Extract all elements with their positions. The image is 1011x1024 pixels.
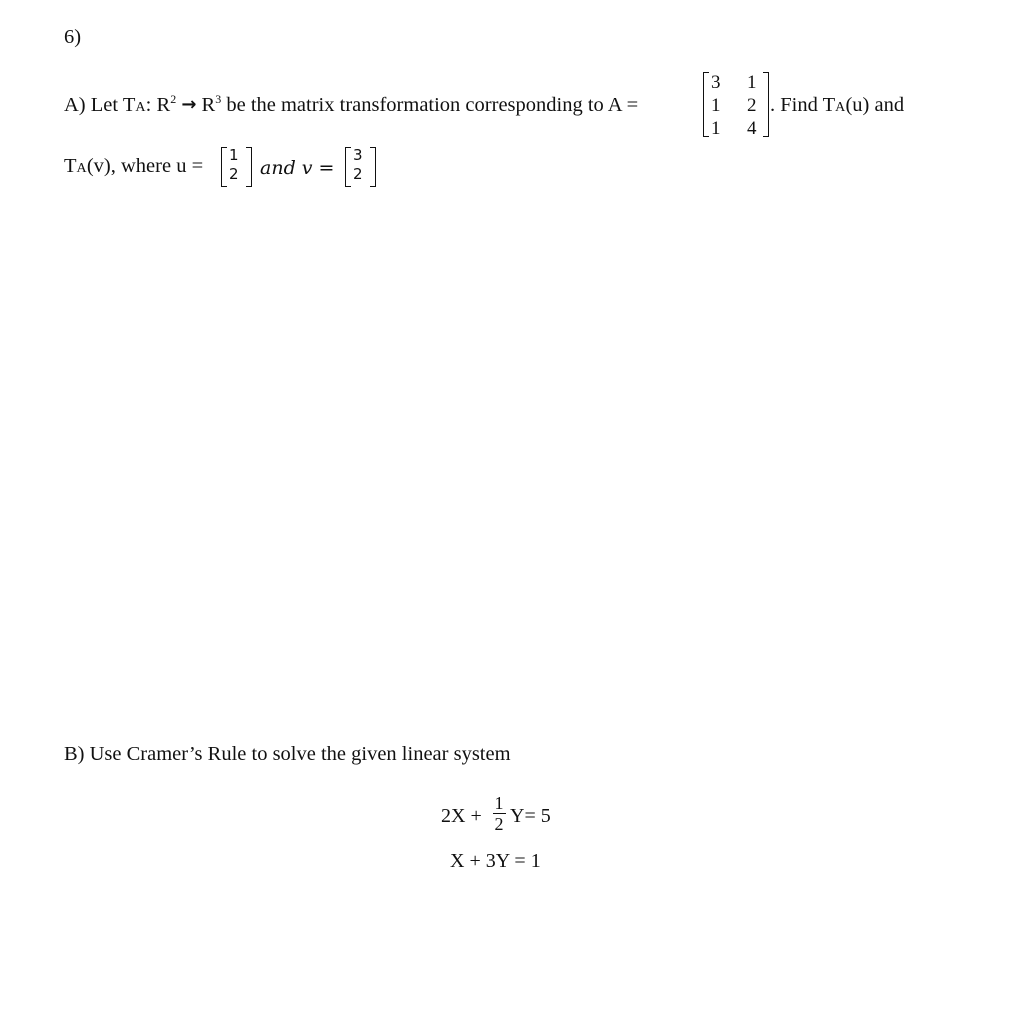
fraction-denominator: 2 [494,814,504,834]
domain-r: R [156,94,171,116]
codomain-exponent: 3 [215,92,222,106]
matrix-right-bracket [763,72,769,137]
fraction-numerator: 1 [494,793,504,813]
part-a-line1 [64,92,639,116]
u-vector-entry: 2 [229,165,239,183]
eq1-right: Y= 5 [510,805,551,827]
matrix-cell: 1 [747,72,757,93]
subscript-a: A [135,100,146,115]
part-b-text: Use Cramer’s Rule to solve the given linear system [89,743,511,765]
subscript-a: A [835,100,846,115]
v-vector-entry: 2 [353,165,363,183]
matrix-cell: 1 [711,118,721,139]
part-b-label: B) [64,743,85,765]
domain-exponent: 2 [170,92,177,106]
codomain-r: R [201,94,216,116]
line2-t: T [64,155,77,177]
and-v-text: and v = [260,157,335,179]
matrix-cell: 3 [711,72,721,93]
part-b-line [64,744,511,765]
text-where-u: (v), where u = [86,155,204,177]
v-right-bracket [370,147,376,187]
text-mid: be the matrix transformation corresponding to A = [226,94,639,116]
matrix-cell: 4 [747,118,757,139]
text-find: . Find T [770,94,836,116]
text-u: (u) and [845,94,905,116]
u-vector-entry: 1 [229,146,239,164]
u-left-bracket [221,147,227,187]
eq1-fraction [488,794,510,833]
part-a-line2 [64,156,203,177]
problem-number: 6) [64,26,82,48]
part-a-label: A) [64,94,86,116]
eq1-left: 2X + [441,805,482,827]
part-a-find [770,95,904,116]
matrix-left-bracket [703,72,709,137]
u-right-bracket [246,147,252,187]
v-vector-entry: 3 [353,146,363,164]
text-let: Let T [90,94,136,116]
matrix-cell: 2 [747,95,757,116]
v-left-bracket [345,147,351,187]
subscript-a: A [76,161,87,176]
eq2: X + 3Y = 1 [450,850,541,872]
arrow-icon: → [181,94,197,115]
matrix-cell: 1 [711,95,721,116]
colon: : [145,94,152,116]
